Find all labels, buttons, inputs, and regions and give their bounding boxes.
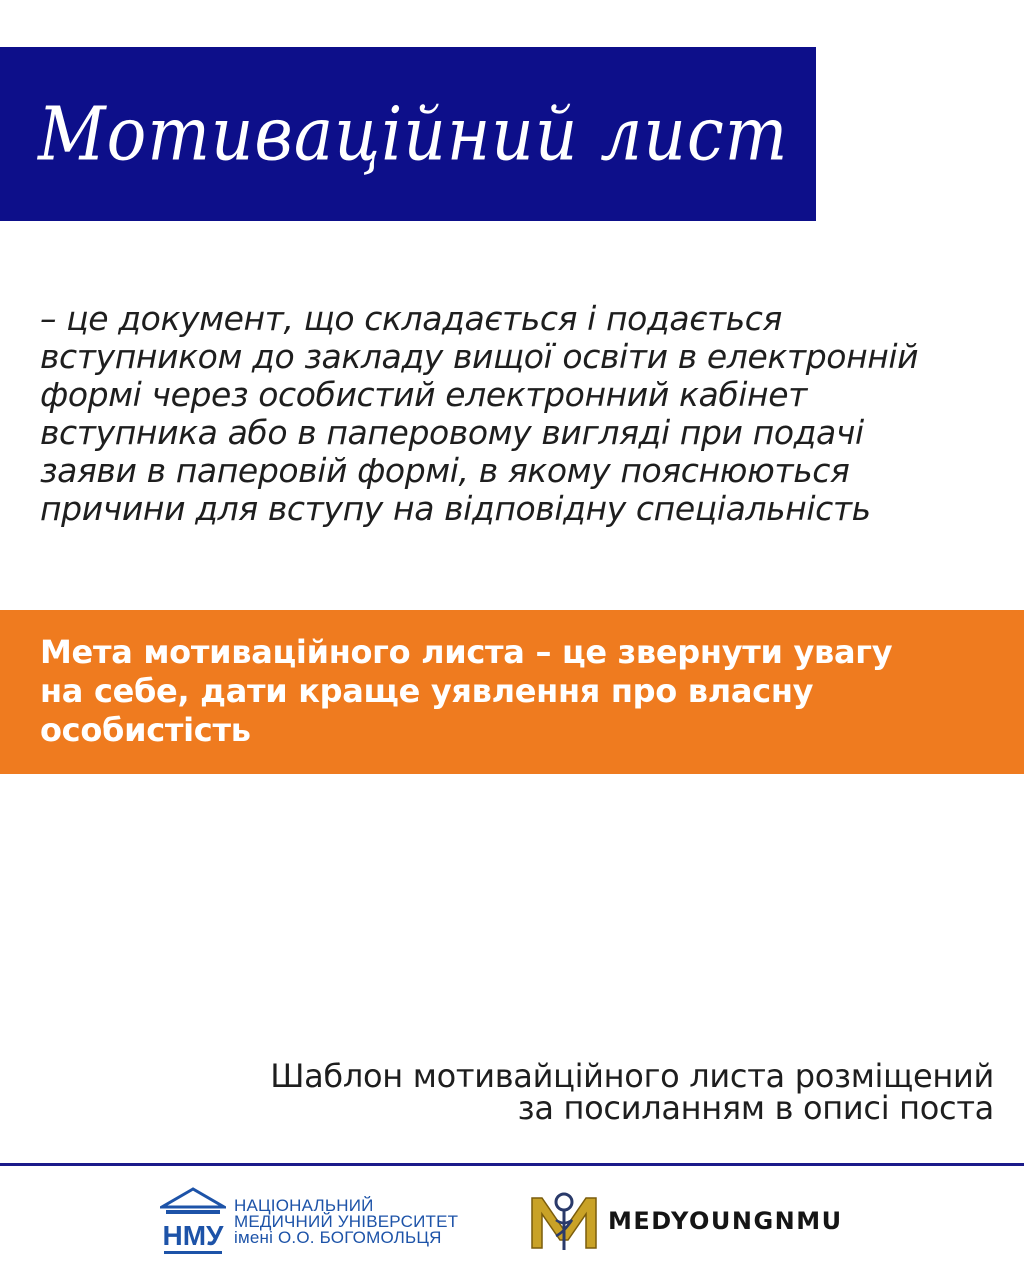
university-name-line: імені О.О. БОГОМОЛЬЦЯ	[234, 1228, 442, 1247]
template-note	[94, 1057, 994, 1127]
svg-text:НМУ: НМУ	[162, 1220, 224, 1251]
definition-line: формі через особистий електронний кабінет	[40, 375, 807, 414]
university-name	[234, 1198, 458, 1246]
definition-line: причини для вступу на відповідну спеціальність	[40, 489, 871, 528]
goal-band	[0, 610, 1024, 774]
goal-line: особистість	[40, 711, 251, 749]
definition-line: – це документ, що складається і подається	[40, 299, 782, 338]
definition-line: заяви в паперовій формі, в якому пояснюються	[40, 451, 850, 490]
university-logo	[160, 1186, 458, 1258]
brand-logo	[528, 1190, 843, 1252]
page-title: Мотиваційний лист	[38, 90, 789, 178]
university-name-line: НАЦІОНАЛЬНИЙ	[234, 1196, 374, 1215]
goal-line: на себе, дати краще уявлення про власну	[40, 672, 814, 710]
goal-line: Мета мотиваційного листа – це звернути увагу	[40, 633, 893, 671]
goal-text	[40, 633, 980, 750]
footer-divider	[0, 1163, 1024, 1166]
medyoung-emblem-icon	[528, 1190, 600, 1252]
title-band	[0, 47, 816, 221]
nmu-emblem-icon	[160, 1187, 226, 1257]
university-name-line: МЕДИЧНИЙ УНІВЕРСИТЕТ	[234, 1212, 459, 1231]
brand-name: MEDYOUNGNMU	[608, 1207, 843, 1235]
definition-line: вступника або в паперовому вигляді при подачі	[40, 413, 864, 452]
definition-line: вступником до закладу вищої освіти в електронній	[40, 337, 919, 376]
definition-text	[40, 300, 1010, 528]
note-line: Шаблон мотивайційного листа розміщений	[270, 1057, 994, 1095]
note-line: за посиланням в описі поста	[517, 1089, 994, 1127]
